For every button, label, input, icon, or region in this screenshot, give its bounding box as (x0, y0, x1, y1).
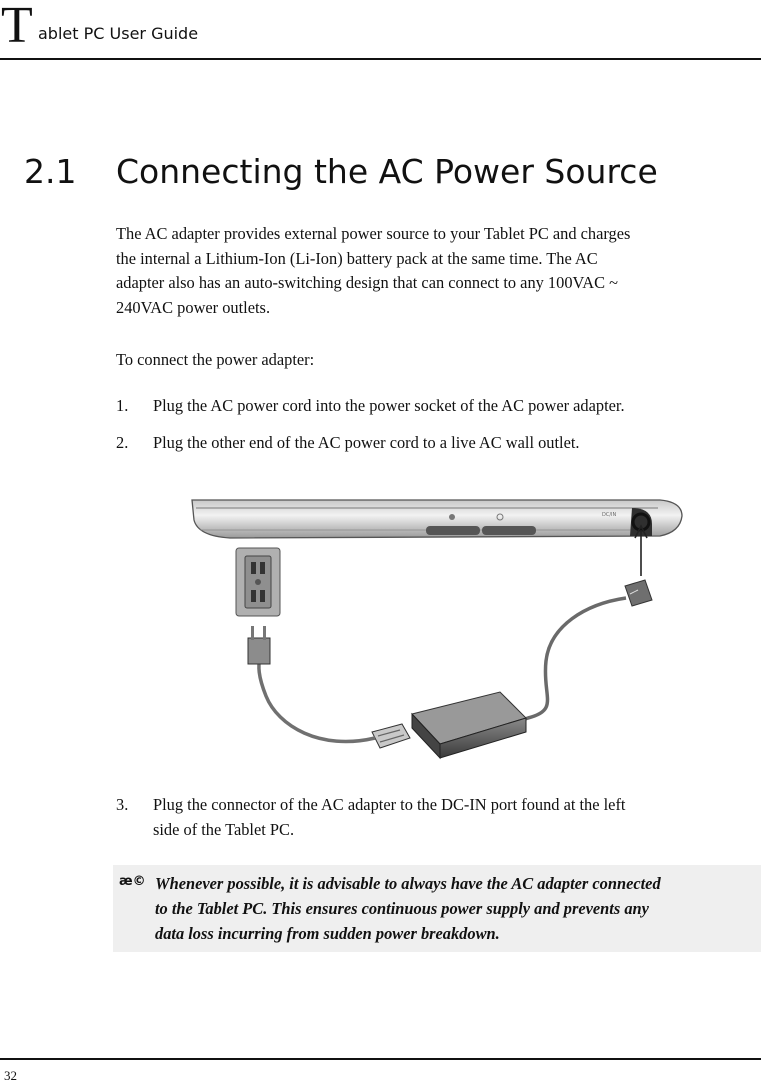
section-number: 2.1 (24, 152, 77, 191)
adapter-brick (412, 692, 526, 758)
intro-paragraph (116, 222, 761, 320)
note-line: Whenever possible, it is advisable to always have the AC adapter connected (155, 874, 661, 893)
step-text (153, 793, 761, 842)
wall-outlet (236, 548, 280, 616)
footer-divider (0, 1058, 761, 1060)
lead-text: To connect the power adapter: (116, 350, 315, 369)
note-text (155, 871, 759, 946)
dc-connector (625, 580, 652, 606)
note-icon: æ© (119, 874, 146, 889)
ac-adapter-illustration (190, 486, 685, 761)
dc-in-label: DC/IN (602, 512, 617, 518)
step-text: Plug the other end of the AC power cord to a live AC wall outlet. (153, 433, 580, 452)
section-title: Connecting the AC Power Source (116, 152, 658, 191)
intro-line: adapter also has an auto-switching design that can connect to any 100VAC ~ (116, 273, 618, 292)
step-number: 2. (116, 433, 129, 452)
note-box (113, 865, 761, 952)
tablet-side-view (192, 500, 682, 538)
page-number: 32 (4, 1068, 17, 1083)
step-text-line: side of the Tablet PC. (153, 819, 295, 839)
intro-line: the internal a Lithium-Ion (Li-Ion) battery pack at the same time. The AC (116, 248, 598, 268)
header-title-initial: T (1, 0, 33, 54)
ac-cord-connector (372, 724, 410, 748)
page-header (0, 0, 761, 60)
intro-line: The AC adapter provides external power source to your Tablet PC and charges (116, 224, 631, 243)
note-line: data loss incurring from sudden power breakdown. (155, 924, 500, 943)
dc-cable (502, 598, 626, 730)
intro-line: 240VAC power outlets. (116, 297, 271, 317)
note-line: to the Tablet PC. This ensures continuous power supply and prevents any (155, 899, 649, 918)
tablet-adapter-drawing (190, 486, 685, 761)
arrow-indicator (635, 526, 647, 576)
step-number: 3. (116, 795, 129, 814)
ac-power-cord (259, 656, 375, 742)
header-title: ablet PC User Guide (38, 24, 199, 43)
step-number: 1. (116, 396, 129, 415)
section-heading (0, 150, 761, 194)
ac-plug (248, 626, 270, 664)
step-text: Plug the AC power cord into the power socket of the AC power adapter. (153, 396, 625, 415)
step-text-line: Plug the connector of the AC adapter to the DC-IN port found at the left (153, 795, 626, 814)
